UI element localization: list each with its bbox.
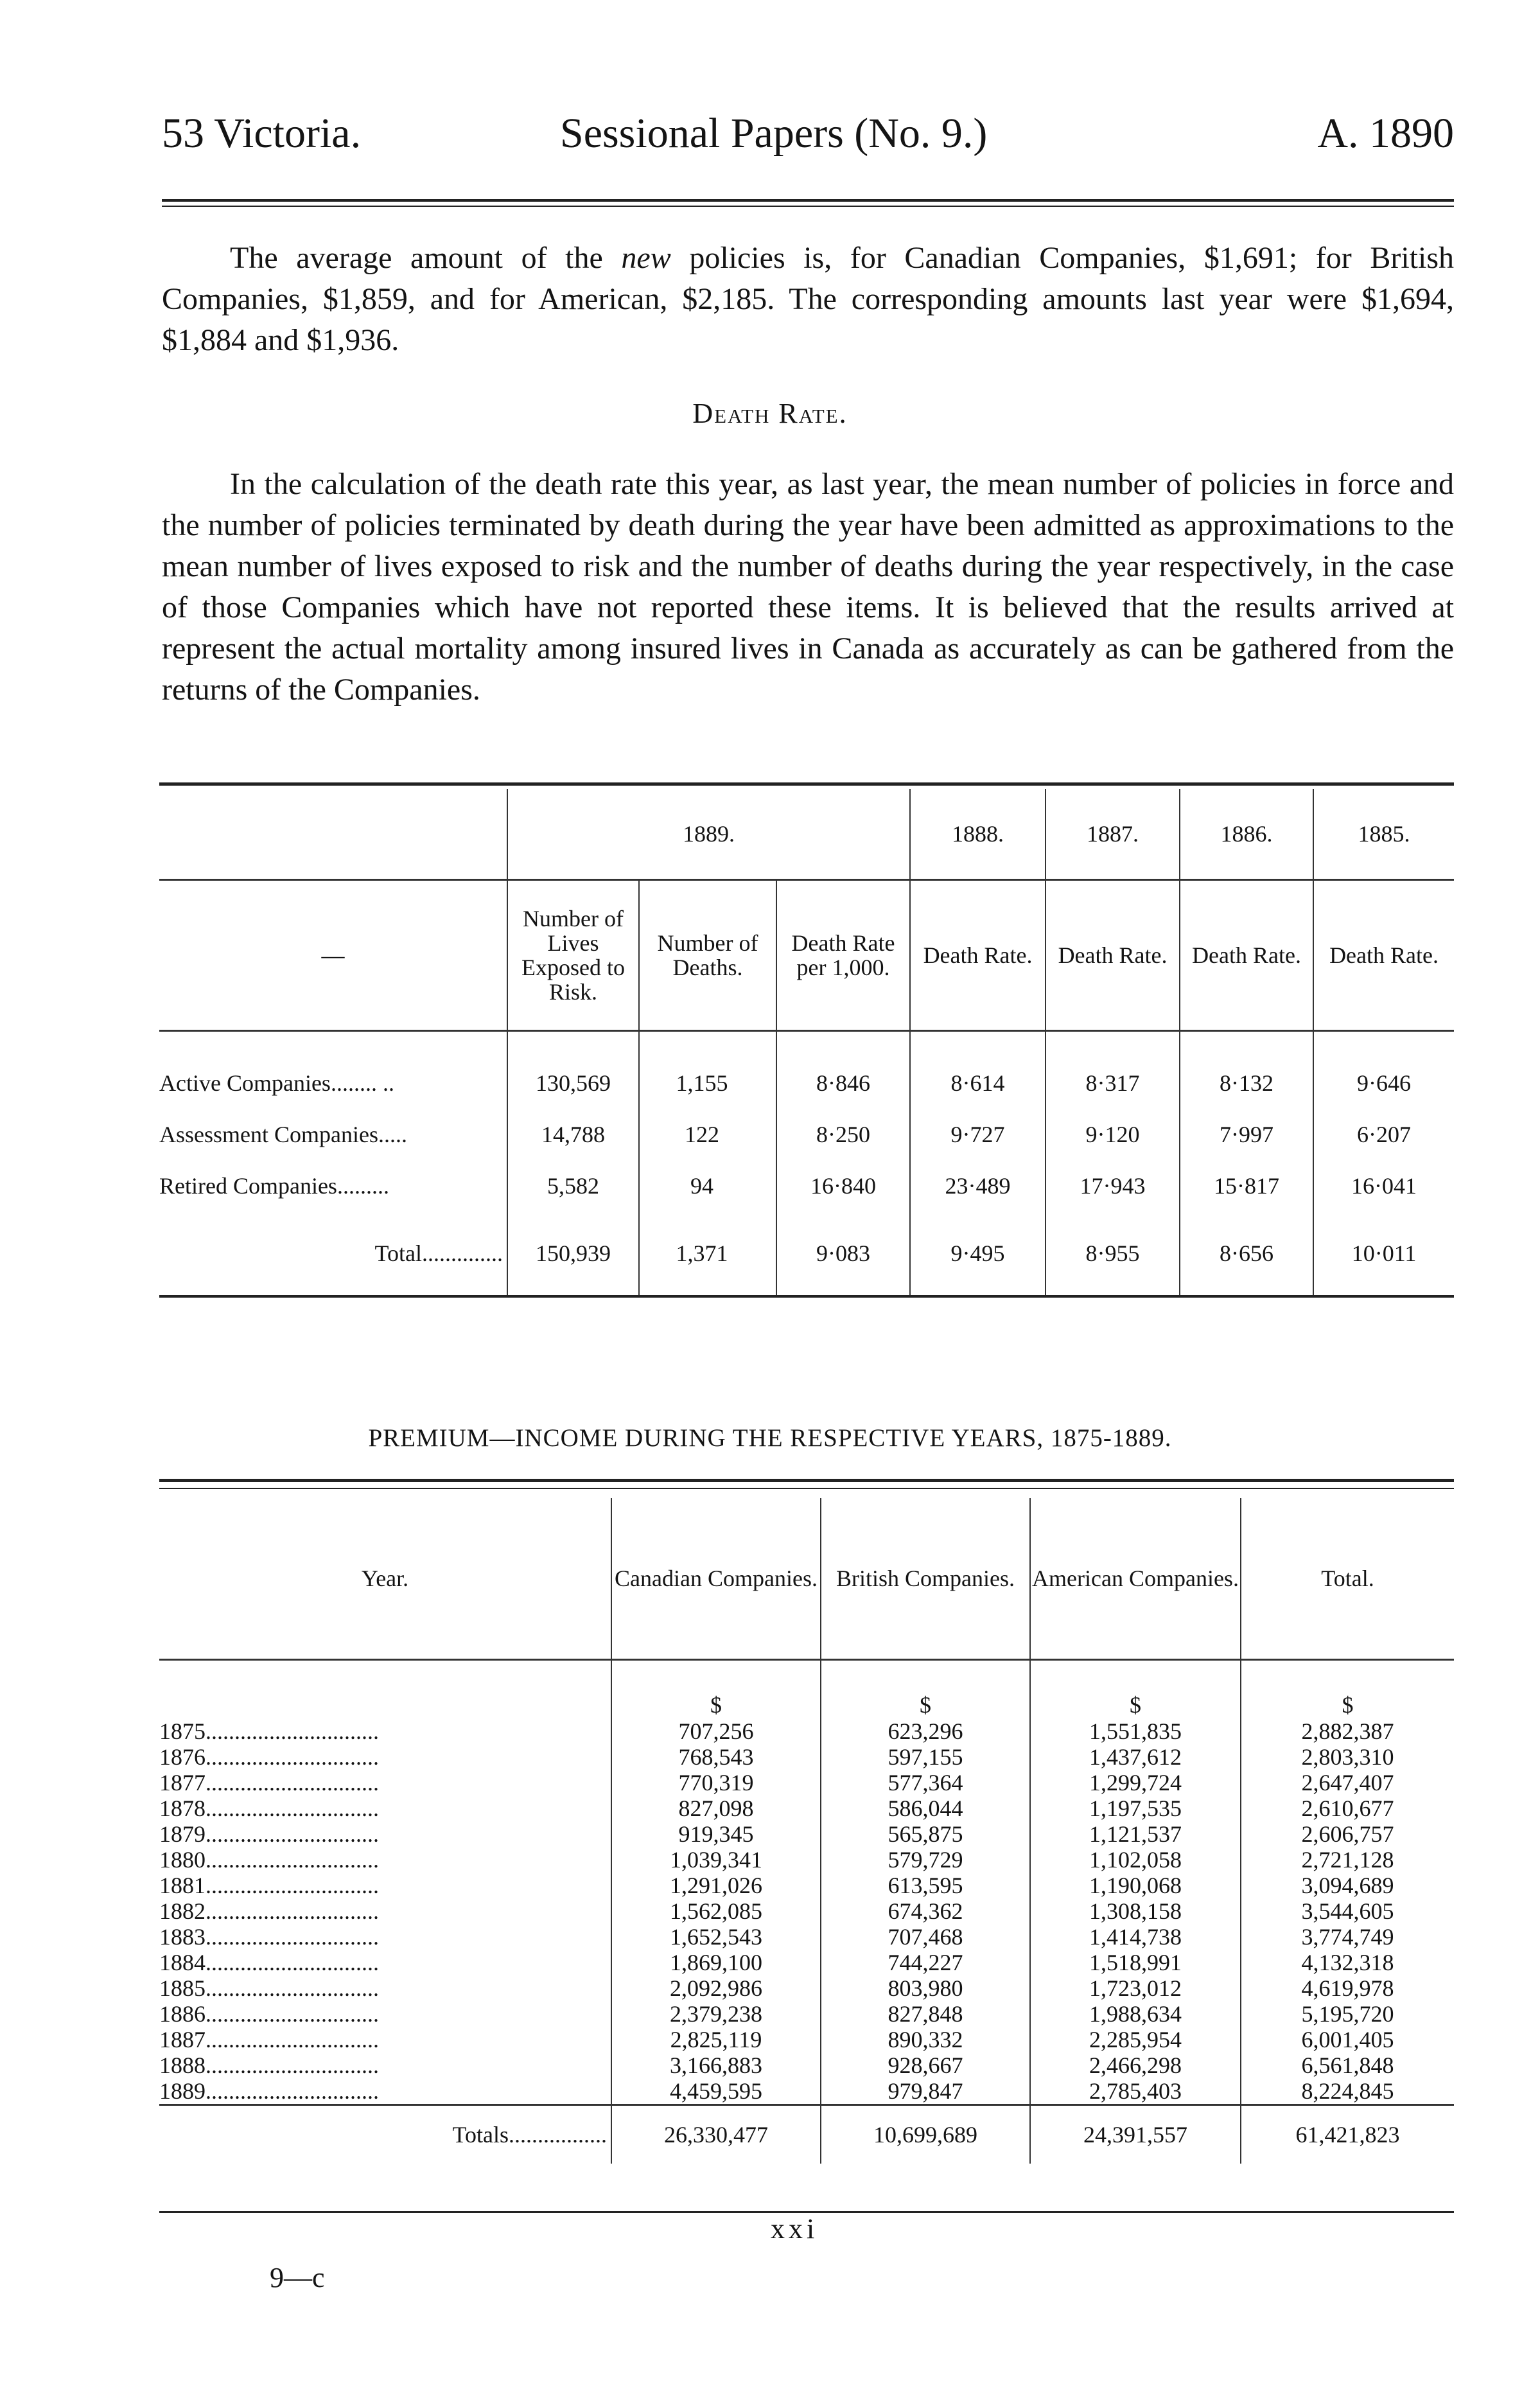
american-cell: 1,437,612 xyxy=(1030,1744,1241,1770)
rate-1886-cell: 15·817 xyxy=(1180,1160,1313,1212)
table-row-retired xyxy=(159,1160,1454,1212)
premium-header-row xyxy=(159,1498,1454,1660)
rate-1888-cell: 8·614 xyxy=(910,1031,1046,1109)
year-cell: 1880.............................. xyxy=(159,1847,379,1873)
corner-cell xyxy=(159,789,507,880)
premium-income-table xyxy=(159,1498,1454,2164)
table-row-total xyxy=(159,1212,1454,1296)
year-cell: 1886.............................. xyxy=(159,2001,379,2027)
death-rate-heading: Death Rate. xyxy=(692,398,848,429)
british-cell: 613,595 xyxy=(821,1873,1030,1898)
total-cell: 2,803,310 xyxy=(1241,1744,1454,1770)
british-cell: 979,847 xyxy=(821,2078,1030,2105)
british-cell: 827,848 xyxy=(821,2001,1030,2027)
rate-header-1888: Death Rate. xyxy=(910,880,1046,1031)
total-cell: 2,606,757 xyxy=(1241,1821,1454,1847)
canadian-cell: 2,379,238 xyxy=(611,2001,821,2027)
premium-rule-top-thin xyxy=(159,1488,1454,1489)
year-cell: 1882.............................. xyxy=(159,1898,379,1924)
year-cell: 1879.............................. xyxy=(159,1821,379,1847)
year-1885: 1885. xyxy=(1313,789,1454,880)
premium-row xyxy=(159,2027,1454,2052)
deaths-cell: 122 xyxy=(639,1109,776,1160)
year-1889: 1889. xyxy=(507,789,910,880)
totals-american: 24,391,557 xyxy=(1030,2105,1241,2164)
page-header xyxy=(162,109,1454,173)
canadian-header: Canadian Companies. xyxy=(611,1498,821,1660)
intro-paragraph xyxy=(162,238,1454,361)
premium-row xyxy=(159,2001,1454,2027)
rate-1887-cell: 9·120 xyxy=(1046,1109,1180,1160)
premium-row xyxy=(159,1718,1454,1744)
canadian-cell: 3,166,883 xyxy=(611,2052,821,2078)
american-cell: 1,102,058 xyxy=(1030,1847,1241,1873)
table-row-active xyxy=(159,1031,1454,1109)
rate-1886-cell: 7·997 xyxy=(1180,1109,1313,1160)
death-rate-text: In the calculation of the death rate this year, as last year, the mean number of policies in force and the number of policies terminated by death during the year have been admitted as approximations to the mean number of lives exposed to risk and the number of deaths during the year respectively, in the case of those Companies which have not reported these items. It is believed that the results arrived at represent the actual mortality among insured lives in Canada as accurately as can be gathered from the returns of the Companies. xyxy=(162,467,1454,707)
premium-row xyxy=(159,1796,1454,1821)
year-cell: 1888.............................. xyxy=(159,2052,379,2078)
currency-blank xyxy=(159,1660,611,1719)
lives-cell: 5,582 xyxy=(507,1160,639,1212)
american-cell: 1,518,991 xyxy=(1030,1950,1241,1975)
canadian-cell: 707,256 xyxy=(611,1718,821,1744)
american-cell: 1,723,012 xyxy=(1030,1975,1241,2001)
currency-symbol: $ xyxy=(821,1660,1030,1719)
year-cell: 1876.............................. xyxy=(159,1744,379,1770)
canadian-cell: 2,092,986 xyxy=(611,1975,821,2001)
total-cell: 3,774,749 xyxy=(1241,1924,1454,1950)
premium-row xyxy=(159,1950,1454,1975)
rate-1885-cell: 16·041 xyxy=(1313,1160,1454,1212)
total-cell: 6,561,848 xyxy=(1241,2052,1454,2078)
canadian-cell: 1,291,026 xyxy=(611,1873,821,1898)
british-header: British Companies. xyxy=(821,1498,1030,1660)
british-cell: 803,980 xyxy=(821,1975,1030,2001)
year-cell: 1884.............................. xyxy=(159,1950,379,1975)
british-cell: 597,155 xyxy=(821,1744,1030,1770)
totals-total: 61,421,823 xyxy=(1241,2105,1454,2164)
total-cell: 2,882,387 xyxy=(1241,1718,1454,1744)
lives-header: Number of Lives Exposed to Risk. xyxy=(507,880,639,1031)
american-cell: 2,785,403 xyxy=(1030,2078,1241,2105)
canadian-cell: 2,825,119 xyxy=(611,2027,821,2052)
lives-cell: 130,569 xyxy=(507,1031,639,1109)
rate-1885-cell: 6·207 xyxy=(1313,1109,1454,1160)
death-rate-table xyxy=(159,789,1454,1298)
british-cell: 744,227 xyxy=(821,1950,1030,1975)
british-cell: 674,362 xyxy=(821,1898,1030,1924)
rate-1888-cell: 23·489 xyxy=(910,1160,1046,1212)
total-rate-1888: 9·495 xyxy=(910,1212,1046,1296)
premium-rows xyxy=(159,1718,1454,2105)
premium-row xyxy=(159,2052,1454,2078)
total-cell: 8,224,845 xyxy=(1241,2078,1454,2105)
premium-row xyxy=(159,1873,1454,1898)
year-cell: 1885.............................. xyxy=(159,1975,379,2001)
year-header: Year. xyxy=(159,1498,611,1660)
premium-rule-top xyxy=(159,1479,1454,1482)
row-label: Active Companies........ .. xyxy=(159,1070,394,1096)
american-cell: 1,414,738 xyxy=(1030,1924,1241,1950)
american-cell: 1,551,835 xyxy=(1030,1718,1241,1744)
premium-row xyxy=(159,1924,1454,1950)
currency-symbol: $ xyxy=(611,1660,821,1719)
total-cell: 2,721,128 xyxy=(1241,1847,1454,1873)
canadian-cell: 770,319 xyxy=(611,1770,821,1796)
year-1888: 1888. xyxy=(910,789,1046,880)
header-rule-bottom xyxy=(162,206,1454,207)
rate-1888-cell: 9·727 xyxy=(910,1109,1046,1160)
totals-canadian: 26,330,477 xyxy=(611,2105,821,2164)
premium-row xyxy=(159,1847,1454,1873)
total-cell: 4,619,978 xyxy=(1241,1975,1454,2001)
rate-per-1000-header: Death Rate per 1,000. xyxy=(776,880,910,1031)
lives-cell: 14,788 xyxy=(507,1109,639,1160)
rate-header-1887: Death Rate. xyxy=(1046,880,1180,1031)
year-cell: 1889.............................. xyxy=(159,2078,379,2104)
table-row-assessment xyxy=(159,1109,1454,1160)
british-cell: 586,044 xyxy=(821,1796,1030,1821)
total-cell: 3,544,605 xyxy=(1241,1898,1454,1924)
british-cell: 565,875 xyxy=(821,1821,1030,1847)
british-cell: 707,468 xyxy=(821,1924,1030,1950)
total-cell: 5,195,720 xyxy=(1241,2001,1454,2027)
deaths-cell: 1,155 xyxy=(639,1031,776,1109)
header-year: A. 1890 xyxy=(1317,110,1454,157)
british-cell: 623,296 xyxy=(821,1718,1030,1744)
premium-row xyxy=(159,1770,1454,1796)
year-cell: 1881.............................. xyxy=(159,1873,379,1898)
rate-1889-cell: 8·846 xyxy=(776,1031,910,1109)
premium-row xyxy=(159,1821,1454,1847)
total-rate-1887: 8·955 xyxy=(1046,1212,1180,1296)
rate-header-1885: Death Rate. xyxy=(1313,880,1454,1031)
american-cell: 1,121,537 xyxy=(1030,1821,1241,1847)
total-rate-1889: 9·083 xyxy=(776,1212,910,1296)
british-cell: 577,364 xyxy=(821,1770,1030,1796)
premium-row xyxy=(159,1898,1454,1924)
row-label: Assessment Companies..... xyxy=(159,1122,407,1147)
signature-mark: 9—c xyxy=(270,2262,325,2293)
american-cell: 2,285,954 xyxy=(1030,2027,1241,2052)
premium-row xyxy=(159,2078,1454,2105)
american-cell: 1,190,068 xyxy=(1030,1873,1241,1898)
canadian-cell: 4,459,595 xyxy=(611,2078,821,2105)
british-cell: 928,667 xyxy=(821,2052,1030,2078)
dash-cell: — xyxy=(159,880,507,1031)
header-title: Sessional Papers (No. 9.) xyxy=(560,110,988,157)
totals-label: Totals................. xyxy=(159,2105,611,2164)
rate-1885-cell: 9·646 xyxy=(1313,1031,1454,1109)
year-cell: 1877.............................. xyxy=(159,1770,379,1796)
total-cell: 3,094,689 xyxy=(1241,1873,1454,1898)
deaths-header: Number of Deaths. xyxy=(639,880,776,1031)
premium-income-title: PREMIUM—INCOME DURING THE RESPECTIVE YEARS, 1875-1889. xyxy=(368,1424,1172,1452)
rate-1887-cell: 17·943 xyxy=(1046,1160,1180,1212)
canadian-cell: 1,039,341 xyxy=(611,1847,821,1873)
year-1886: 1886. xyxy=(1180,789,1313,880)
canadian-cell: 919,345 xyxy=(611,1821,821,1847)
total-cell: 4,132,318 xyxy=(1241,1950,1454,1975)
year-cell: 1887.............................. xyxy=(159,2027,379,2052)
rate-1889-cell: 16·840 xyxy=(776,1160,910,1212)
american-cell: 1,299,724 xyxy=(1030,1770,1241,1796)
rate-1886-cell: 8·132 xyxy=(1180,1031,1313,1109)
rate-1889-cell: 8·250 xyxy=(776,1109,910,1160)
year-cell: 1883.............................. xyxy=(159,1924,379,1950)
total-cell: 6,001,405 xyxy=(1241,2027,1454,2052)
british-cell: 890,332 xyxy=(821,2027,1030,2052)
year-1887: 1887. xyxy=(1046,789,1180,880)
currency-symbol: $ xyxy=(1241,1660,1454,1719)
total-cell: 2,647,407 xyxy=(1241,1770,1454,1796)
canadian-cell: 1,652,543 xyxy=(611,1924,821,1950)
total-label: Total.............. xyxy=(159,1212,507,1296)
row-label: Retired Companies......... xyxy=(159,1173,389,1199)
premium-totals-row xyxy=(159,2105,1454,2164)
total-header: Total. xyxy=(1241,1498,1454,1660)
total-deaths: 1,371 xyxy=(639,1212,776,1296)
total-rate-1886: 8·656 xyxy=(1180,1212,1313,1296)
rate-1887-cell: 8·317 xyxy=(1046,1031,1180,1109)
american-cell: 1,988,634 xyxy=(1030,2001,1241,2027)
intro-text: The average amount of the new policies is, for Canadian Companies, $1,691; for British Companies, $1,859, and for American, $2,185. The corresponding amounts last year were $1,694, $1,884 and $1,936. xyxy=(162,241,1454,357)
subheader-row xyxy=(159,880,1454,1031)
death-rate-paragraph xyxy=(162,464,1454,710)
canadian-cell: 1,562,085 xyxy=(611,1898,821,1924)
rate-header-1886: Death Rate. xyxy=(1180,880,1313,1031)
deaths-cell: 94 xyxy=(639,1160,776,1212)
canadian-cell: 827,098 xyxy=(611,1796,821,1821)
page-number: xxi xyxy=(771,2213,819,2245)
american-cell: 1,197,535 xyxy=(1030,1796,1241,1821)
american-header: American Companies. xyxy=(1030,1498,1241,1660)
canadian-cell: 768,543 xyxy=(611,1744,821,1770)
total-lives: 150,939 xyxy=(507,1212,639,1296)
year-cell: 1878.............................. xyxy=(159,1796,379,1821)
premium-row xyxy=(159,1744,1454,1770)
american-cell: 1,308,158 xyxy=(1030,1898,1241,1924)
year-header-row xyxy=(159,789,1454,880)
currency-row xyxy=(159,1660,1454,1719)
british-cell: 579,729 xyxy=(821,1847,1030,1873)
premium-row xyxy=(159,1975,1454,2001)
canadian-cell: 1,869,100 xyxy=(611,1950,821,1975)
total-cell: 2,610,677 xyxy=(1241,1796,1454,1821)
header-session: 53 Victoria. xyxy=(162,110,362,157)
currency-symbol: $ xyxy=(1030,1660,1241,1719)
total-rate-1885: 10·011 xyxy=(1313,1212,1454,1296)
year-cell: 1875.............................. xyxy=(159,1718,379,1744)
header-rule-top xyxy=(162,199,1454,202)
totals-british: 10,699,689 xyxy=(821,2105,1030,2164)
american-cell: 2,466,298 xyxy=(1030,2052,1241,2078)
table-rule-top xyxy=(159,782,1454,786)
